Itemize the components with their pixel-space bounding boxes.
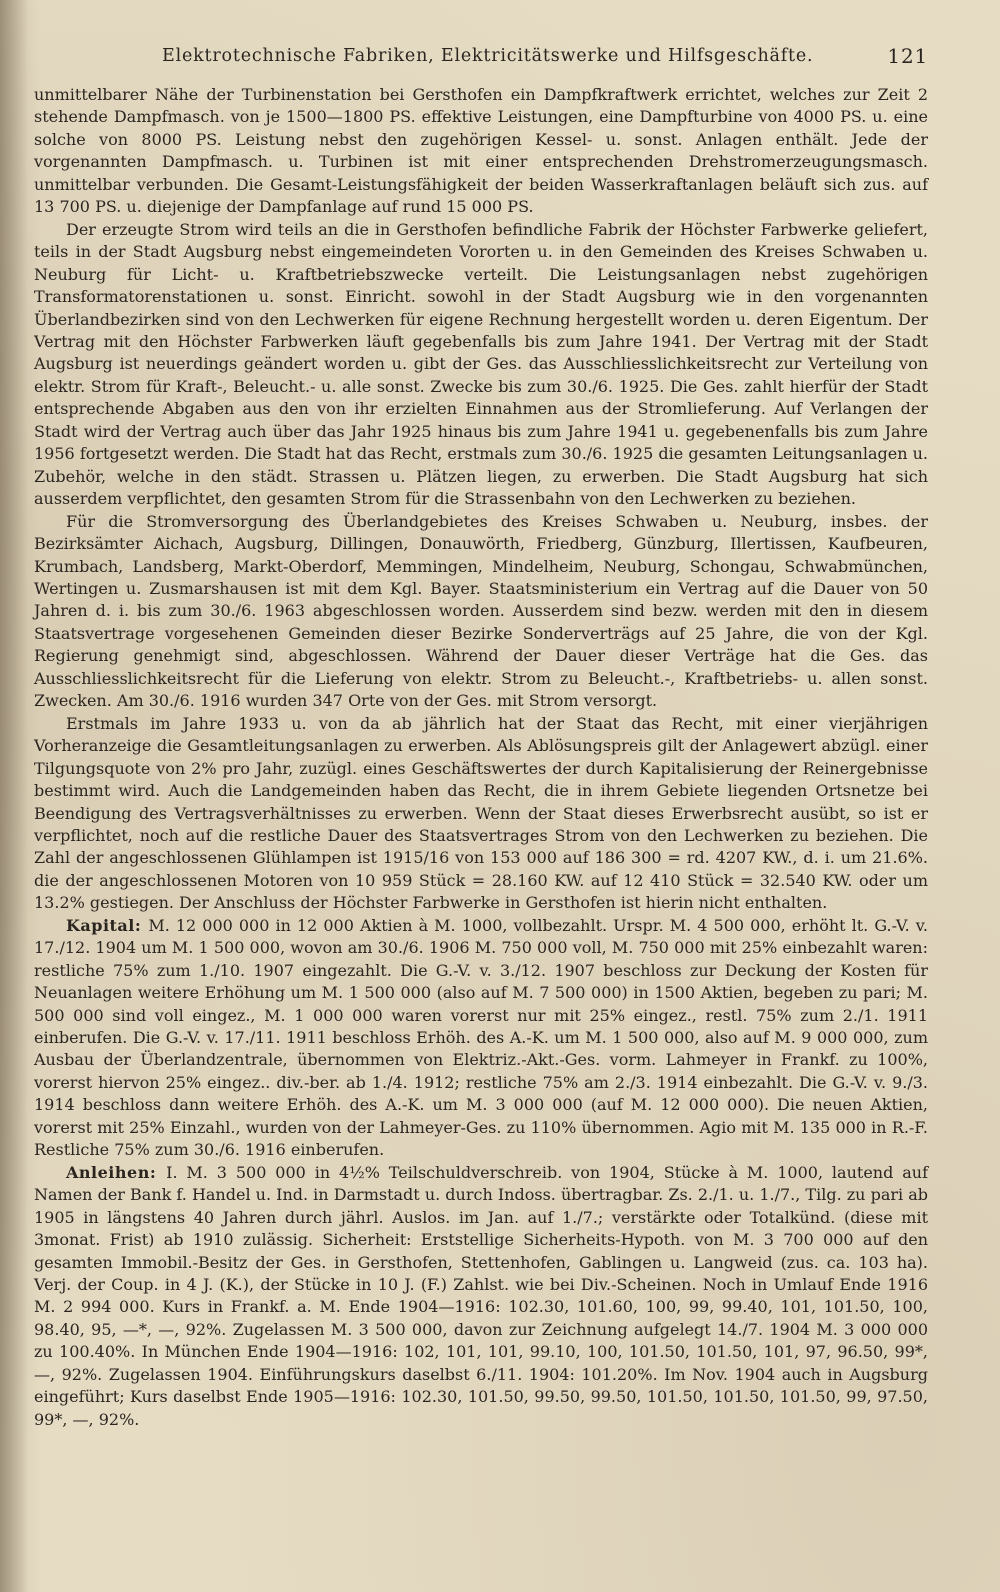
paragraph-anleihen	[34, 1162, 928, 1431]
paragraph-state-purchase-right	[34, 713, 928, 915]
paragraph-kapital	[34, 915, 928, 1162]
section-lead-anleihen: Anleihen:	[66, 1162, 167, 1182]
paragraph-power-plant	[34, 84, 928, 219]
paragraph-text: M. 12 000 000 in 12 000 Aktien à M. 1000, vollbezahlt. Urspr. M. 4 500 000, erhöht lt. G.-V. v. 17./12. 1904 um M. 1 500 000, wovon am 30./6. 1906 M. 750 000 voll, M. 750 000 mit 25% einbezahlt waren: restliche 75% zum 1./10. 1907 eingezahlt. Die G.-V. v. 3./12. 1907 beschloss zur Deckung der Kosten für Neuanlagen weitere Erhöhung um M. 1 500 000 (also auf M. 7 500 000) in 1500 Aktien, begeben zu pari; M. 500 000 sind voll eingez., M. 1 000 000 waren vorerst nur mit 25% eingez., restl. 75% zum 2./1. 1911 einberufen. Die G.-V. v. 17./11. 1911 beschloss Erhöh. des A.-K. um M. 1 500 000, also auf M. 9 000 000, zum Ausbau der Überlandzentrale, übernommen von Elektriz.-Akt.-Ges. vorm. Lahmeyer in Frankf. zu 100%, vorerst hiervon 25% eingez.. div.-ber. ab 1./4. 1912; restliche 75% am 2./3. 1914 einbezahlt. Die G.-V. v. 9./3. 1914 beschloss dann weitere Erhöh. des A.-K. um M. 3 000 000 (auf M. 12 000 000). Die neuen Aktien, vorerst mit 25% Einzahl., wurden von der Lahmeyer-Ges. zu 110% übernommen. Agio mit M. 135 000 in R.-F. Restliche 75% zum 30./6. 1916 einberufen.	[34, 915, 928, 1160]
paragraph-text: Erstmals im Jahre 1933 u. von da ab jährlich hat der Staat das Recht, mit einer vierjährigen Vorheranzeige die Gesamtleitungsanlagen zu erwerben. Als Ablösungspreis gilt der Anlagewert abzügl. einer Tilgungsquote von 2% pro Jahr, zuzügl. eines Geschäftswertes der durch Kapitalisierung der Reinergebnisse bestimmt wird. Auch die Landgemeinden haben das Recht, die in ihrem Gebiete liegenden Ortsnetze bei Beendigung des Vertragsverhältnisses zu erwerben. Wenn der Staat dieses Erwerbsrecht ausübt, so ist er verpflichtet, noch auf die restliche Dauer des Staatsvertrages Strom von den Lechwerken zu beziehen. Die Zahl der angeschlossenen Glühlampen ist 1915/16 von 153 000 auf 186 300 = rd. 4207 KW., d. i. um 21.6%. die der angeschlossenen Motoren von 10 959 Stück = 28.160 KW. auf 12 410 Stück = 32.540 KW. oder um 13.2% gestiegen. Der Anschluss der Höchster Farbwerke in Gersthofen ist hierin nicht enthalten.	[34, 713, 928, 913]
book-page	[34, 40, 928, 1431]
paragraph-text: Für die Stromversorgung des Überlandgebietes des Kreises Schwaben u. Neuburg, insbes. der Bezirksämter Aichach, Augsburg, Dillingen, Donauwörth, Friedberg, Günzburg, Illertissen, Kaufbeuren, Krumbach, Landsberg, Markt-Oberdorf, Memmingen, Mindelheim, Neuburg, Schongau, Schwabmünchen, Wertingen u. Zusmarshausen ist mit dem Kgl. Bayer. Staatsministerium ein Vertrag auf die Dauer von 50 Jahren d. i. bis zum 30./6. 1963 abgeschlossen worden. Ausserdem sind bezw. werden mit den in diesem Staatsvertrage vorgesehenen Gemeinden dieser Bezirke Sonderverträgs auf 25 Jahre, die von der Kgl. Regierung genehmigt sind, abgeschlossen. Während der Dauer dieser Verträge hat die Ges. das Ausschliesslichkeitsrecht für die Lieferung von elektr. Strom zu Beleucht.-, Kraftbetriebs- u. allen sonst. Zwecken. Am 30./6. 1916 wurden 347 Orte von der Ges. mit Strom versorgt.	[34, 511, 928, 711]
paragraph-text: Der erzeugte Strom wird teils an die in Gersthofen befindliche Fabrik der Höchster Farbwerke geliefert, teils in der Stadt Augsburg nebst eingemeindeten Vororten u. in den Gemeinden des Kreises Schwaben u. Neuburg für Licht- u. Kraftbetriebszwecke verteilt. Die Leistungsanlagen nebst zugehörigen Transformatorenstationen u. sonst. Einricht. sowohl in der Stadt Augsburg wie in den vorgenannten Überlandbezirken sind von den Lechwerken für eigene Rechnung hergestellt worden u. deren Eigentum. Der Vertrag mit den Höchster Farbwerken läuft gegebenfalls bis zum Jahre 1941. Der Vertrag mit der Stadt Augsburg ist neuerdings geändert worden u. gibt der Ges. das Ausschliesslichkeitsrecht zur Verteilung von elektr. Strom für Kraft-, Beleucht.- u. alle sonst. Zwecke bis zum 30./6. 1925. Die Ges. zahlt hierfür der Stadt entsprechende Abgaben aus den von ihr erzielten Einnahmen aus der Stromlieferung. Auf Verlangen der Stadt wird der Vertrag auch über das Jahr 1925 hinaus bis zum Jahre 1941 u. gegebenenfalls bis zum Jahre 1956 fortgesetzt werden. Die Stadt hat das Recht, erstmals zum 30./6. 1925 die gesamten Leitungsanlagen u. Zubehör, welche in den städt. Strassen u. Plätzen liegen, zu erwerben. Die Stadt Augsburg hat sich ausserdem verpflichtet, den gesamten Strom für die Strassenbahn von den Lechwerken zu beziehen.	[34, 219, 928, 509]
page-number: 121	[887, 44, 928, 68]
paragraph-current-distribution	[34, 219, 928, 511]
paragraph-text: unmittelbarer Nähe der Turbinenstation bei Gersthofen ein Dampfkraftwerk errichtet, welches zur Zeit 2 stehende Dampfmasch. von je 1500—1800 PS. effektive Leistungen, eine Dampfturbine von 4000 PS. u. eine solche von 8000 PS. Leistung nebst den zugehörigen Kessel- u. sonst. Anlagen enthält. Jede der vorgenannten Dampfmasch. u. Turbinen ist mit einer entsprechenden Drehstromerzeugungsmasch. unmittelbar verbunden. Die Gesamt-Leistungsfähigkeit der beiden Wasserkraftanlagen beläuft sich zus. auf 13 700 PS. u. diejenige der Dampfanlage auf rund 15 000 PS.	[34, 85, 928, 217]
running-header	[34, 40, 928, 74]
section-lead-kapital: Kapital:	[66, 915, 149, 935]
paragraph-text: I. M. 3 500 000 in 4½% Teilschuldverschreib. von 1904, Stücke à M. 1000, lautend auf Namen der Bank f. Handel u. Ind. in Darmstadt u. durch Indoss. übertragbar. Zs. 2./1. u. 1./7., Tilg. zu pari ab 1905 in längstens 40 Jahren durch jährl. Auslos. im Jan. auf 1./7.; verstärkte oder Totalkünd. (diese mit 3monat. Frist) ab 1910 zulässig. Sicherheit: Erststellige Sicherheits-Hypoth. von M. 3 700 000 auf den gesamten Immobil.-Besitz der Ges. in Gersthofen, Stettenhofen, Gablingen u. Langweid (zus. ca. 103 ha). Verj. der Coup. in 4 J. (K.), der Stücke in 10 J. (F.) Zahlst. wie bei Div.-Scheinen. Noch in Umlauf Ende 1916 M. 2 994 000. Kurs in Frankf. a. M. Ende 1904—1916: 102.30, 101.60, 100, 99, 99.40, 101, 101.50, 100, 98.40, 95, —*, —, 92%. Zugelassen M. 3 500 000, davon zur Zeichnung aufgelegt 14./7. 1904 M. 3 000 000 zu 100.40%. In München Ende 1904—1916: 102, 101, 101, 99.10, 100, 101.50, 101.50, 101, 97, 96.50, 99*, —, 92%. Zugelassen 1904. Einführungskurs daselbst 6./11. 1904: 101.20%. Im Nov. 1904 auch in Augsburg eingeführt; Kurs daselbst Ende 1905—1916: 102.30, 101.50, 99.50, 99.50, 101.50, 101.50, 101.50, 99, 97.50, 99*, —, 92%.	[34, 1162, 928, 1429]
paragraph-regional-supply	[34, 511, 928, 713]
body-text	[34, 84, 928, 1431]
binding-shadow	[0, 0, 28, 1592]
running-title: Elektrotechnische Fabriken, Elektricitätswerke und Hilfsgeschäfte.	[162, 46, 814, 66]
